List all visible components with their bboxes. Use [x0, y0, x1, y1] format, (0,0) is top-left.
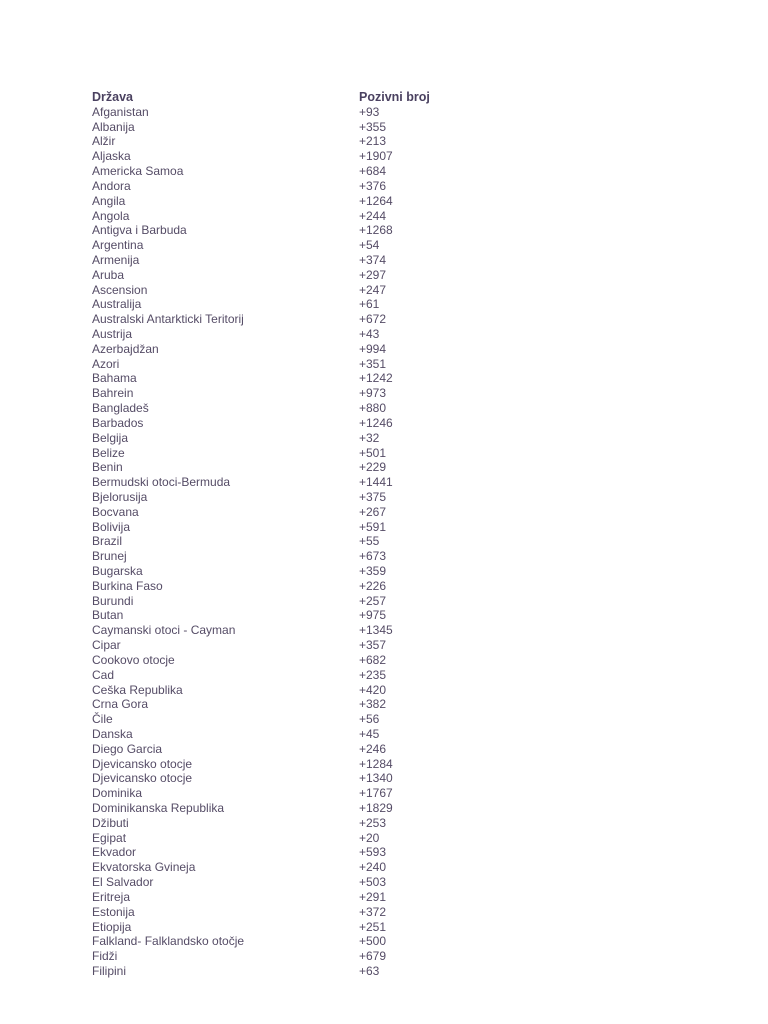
- dial-code-cell: +43: [359, 327, 380, 341]
- table-row: [92, 283, 452, 298]
- table-row: [92, 964, 452, 979]
- dial-code-cell: +297: [359, 267, 387, 282]
- dial-code-cell: +500: [359, 934, 387, 949]
- dial-code-cell: +374: [359, 252, 387, 267]
- country-name-cell: Argentina: [92, 238, 144, 253]
- dial-code-cell: +229: [359, 460, 387, 475]
- country-name-cell: Bocvana: [92, 504, 139, 519]
- dial-code-cell: +591: [359, 519, 387, 534]
- country-name-cell: Barbados: [92, 415, 144, 430]
- dial-code-cell: +32: [359, 430, 380, 445]
- country-name-cell: Afganistan: [92, 104, 149, 119]
- table-row: [92, 920, 452, 935]
- table-row: [92, 327, 452, 342]
- country-name-cell: Aruba: [92, 267, 125, 282]
- dial-code-cell: +1340: [359, 771, 393, 786]
- dial-code-cell: +1345: [359, 623, 393, 638]
- table-row: [92, 297, 452, 312]
- table-row: [92, 934, 452, 949]
- dial-code-cell: +679: [359, 949, 387, 964]
- table-row: [92, 845, 452, 860]
- dial-code-cell: +503: [359, 875, 387, 890]
- table-row: [92, 638, 452, 653]
- table-row: [92, 386, 452, 401]
- dial-code-cell: +213: [359, 134, 387, 149]
- dial-code-cell: +56: [359, 712, 380, 727]
- dial-code-cell: +291: [359, 889, 387, 904]
- country-name-cell: Belize: [92, 445, 125, 460]
- table-row: [92, 105, 452, 120]
- dial-code-cell: +1268: [359, 223, 393, 238]
- dial-code-cell: +880: [359, 401, 387, 416]
- dial-code-cell: +357: [359, 638, 387, 653]
- table-row: [92, 194, 452, 209]
- country-name-cell: Angila: [92, 193, 126, 208]
- country-name-cell: Belgija: [92, 430, 129, 445]
- country-name-cell: Burundi: [92, 593, 134, 608]
- table-row: [92, 223, 452, 238]
- country-name-cell: Americka Samoa: [92, 164, 184, 179]
- dial-code-cell: +54: [359, 238, 380, 253]
- table-row: [92, 357, 452, 372]
- table-row: [92, 831, 452, 846]
- dial-code-cell: +251: [359, 919, 387, 934]
- dial-code-cell: +684: [359, 164, 387, 179]
- table-row: [92, 342, 452, 357]
- country-name-cell: Angola: [92, 208, 130, 223]
- dial-code-cell: +247: [359, 282, 387, 297]
- table-row: [92, 608, 452, 623]
- table-header-row: [92, 90, 452, 105]
- table-row: [92, 505, 452, 520]
- country-name-cell: Djevicansko otocje: [92, 756, 193, 771]
- table-row: [92, 742, 452, 757]
- country-name-cell: Bahama: [92, 371, 137, 386]
- country-name-cell: Armenija: [92, 252, 140, 267]
- table-row: [92, 890, 452, 905]
- table-row: [92, 653, 452, 668]
- country-name-cell: Butan: [92, 608, 124, 623]
- country-name-cell: Fidži: [92, 949, 118, 964]
- country-name-cell: Alžir: [92, 134, 116, 149]
- table-row: [92, 534, 452, 549]
- dial-code-cell: +994: [359, 341, 387, 356]
- country-name-cell: Eritreja: [92, 889, 131, 904]
- country-name-cell: Ascension: [92, 282, 148, 297]
- country-name-cell: Brazil: [92, 534, 123, 549]
- country-codes-table: [92, 90, 452, 979]
- dial-code-cell: +501: [359, 445, 387, 460]
- dial-code-cell: +973: [359, 386, 387, 401]
- dial-code-cell: +267: [359, 504, 387, 519]
- table-row: [92, 475, 452, 490]
- table-row: [92, 757, 452, 772]
- dial-code-cell: +1284: [359, 756, 393, 771]
- country-name-cell: Albanija: [92, 119, 135, 134]
- table-row: [92, 253, 452, 268]
- dial-code-cell: +975: [359, 608, 387, 623]
- country-name-cell: Australija: [92, 297, 142, 312]
- table-row: [92, 949, 452, 964]
- dial-code-cell: +593: [359, 845, 387, 860]
- table-row: [92, 416, 452, 431]
- country-name-cell: Egipat: [92, 830, 127, 845]
- dial-code-cell: +355: [359, 119, 387, 134]
- table-row: [92, 860, 452, 875]
- table-row: [92, 268, 452, 283]
- table-row: [92, 164, 452, 179]
- country-name-cell: Ekvador: [92, 845, 137, 860]
- country-name-cell: Filipini: [92, 963, 127, 978]
- dial-code-cell: +1829: [359, 801, 393, 815]
- dial-code-cell: +55: [359, 534, 380, 549]
- country-name-cell: Džibuti: [92, 815, 129, 830]
- table-row: [92, 401, 452, 416]
- country-name-cell: Falkland- Falklandsko otočje: [92, 934, 245, 949]
- dial-code-cell: +673: [359, 549, 387, 564]
- table-row: [92, 801, 452, 816]
- country-name-cell: Cookovo otocje: [92, 652, 175, 667]
- table-row: [92, 727, 452, 742]
- table-row: [92, 520, 452, 535]
- table-row: [92, 490, 452, 505]
- dial-code-cell: +240: [359, 860, 387, 875]
- column-header-dial-code: Pozivni broj: [359, 90, 430, 104]
- country-name-cell: Crna Gora: [92, 697, 149, 712]
- table-row: [92, 875, 452, 890]
- country-name-cell: Andora: [92, 178, 131, 193]
- table-row: [92, 712, 452, 727]
- dial-code-cell: +1441: [359, 475, 393, 490]
- country-name-cell: Bjelorusija: [92, 489, 148, 504]
- dial-code-cell: +682: [359, 652, 387, 667]
- dial-code-cell: +351: [359, 356, 387, 371]
- country-name-cell: Dominikanska Republika: [92, 801, 225, 815]
- country-name-cell: Cad: [92, 667, 115, 682]
- country-name-cell: Austrija: [92, 327, 133, 341]
- dial-code-cell: +246: [359, 741, 387, 756]
- table-row: [92, 905, 452, 920]
- table-row: [92, 549, 452, 564]
- table-row: [92, 209, 452, 224]
- country-name-cell: Ceška Republika: [92, 682, 183, 697]
- dial-code-cell: +672: [359, 312, 387, 327]
- dial-code-cell: +61: [359, 297, 380, 312]
- country-name-cell: Antigva i Barbuda: [92, 223, 187, 238]
- dial-code-cell: +382: [359, 697, 387, 712]
- dial-code-cell: +420: [359, 682, 387, 697]
- dial-code-cell: +63: [359, 963, 380, 978]
- country-name-cell: Azori: [92, 356, 120, 371]
- country-name-cell: Ekvatorska Gvineja: [92, 860, 196, 875]
- table-body: [92, 105, 452, 979]
- table-row: [92, 623, 452, 638]
- table-row: [92, 460, 452, 475]
- country-name-cell: Danska: [92, 726, 133, 741]
- country-name-cell: Diego Garcia: [92, 741, 163, 756]
- dial-code-cell: +372: [359, 904, 387, 919]
- table-row: [92, 668, 452, 683]
- table-row: [92, 816, 452, 831]
- country-name-cell: Djevicansko otocje: [92, 771, 193, 786]
- country-name-cell: Aljaska: [92, 149, 131, 164]
- column-header-country: Država: [92, 90, 133, 104]
- table-row: [92, 371, 452, 386]
- dial-code-cell: +45: [359, 726, 380, 741]
- dial-code-cell: +376: [359, 178, 387, 193]
- table-row: [92, 446, 452, 461]
- country-name-cell: Burkina Faso: [92, 578, 163, 593]
- country-name-cell: Bugarska: [92, 564, 143, 578]
- country-name-cell: Australski Antarkticki Teritorij: [92, 312, 244, 327]
- dial-code-cell: +244: [359, 208, 387, 223]
- country-name-cell: Čile: [92, 712, 113, 727]
- table-row: [92, 179, 452, 194]
- country-name-cell: Benin: [92, 460, 123, 475]
- country-name-cell: Estonija: [92, 904, 135, 919]
- dial-code-cell: +359: [359, 564, 387, 578]
- table-row: [92, 594, 452, 609]
- country-name-cell: Brunej: [92, 549, 127, 564]
- table-row: [92, 564, 452, 579]
- dial-code-cell: +93: [359, 104, 380, 119]
- table-row: [92, 238, 452, 253]
- dial-code-cell: +226: [359, 578, 387, 593]
- country-name-cell: Cipar: [92, 638, 121, 653]
- country-name-cell: El Salvador: [92, 875, 154, 890]
- table-row: [92, 786, 452, 801]
- table-row: [92, 134, 452, 149]
- table-row: [92, 120, 452, 135]
- dial-code-cell: +1264: [359, 193, 393, 208]
- country-name-cell: Etiopija: [92, 919, 132, 934]
- table-row: [92, 149, 452, 164]
- dial-code-cell: +1242: [359, 371, 393, 386]
- table-row: [92, 431, 452, 446]
- country-name-cell: Bahrein: [92, 386, 134, 401]
- dial-code-cell: +253: [359, 815, 387, 830]
- dial-code-cell: +1246: [359, 415, 393, 430]
- table-row: [92, 697, 452, 712]
- country-name-cell: Dominika: [92, 786, 143, 801]
- country-name-cell: Caymanski otoci - Cayman: [92, 623, 236, 638]
- dial-code-cell: +20: [359, 830, 380, 845]
- dial-code-cell: +235: [359, 667, 387, 682]
- country-name-cell: Bermudski otoci-Bermuda: [92, 475, 231, 490]
- country-name-cell: Bolivija: [92, 519, 131, 534]
- table-row: [92, 771, 452, 786]
- dial-code-cell: +257: [359, 593, 387, 608]
- dial-code-cell: +375: [359, 489, 387, 504]
- country-name-cell: Bangladeš: [92, 401, 149, 416]
- table-row: [92, 312, 452, 327]
- table-row: [92, 579, 452, 594]
- dial-code-cell: +1767: [359, 786, 393, 801]
- table-row: [92, 683, 452, 698]
- country-name-cell: Azerbajdžan: [92, 341, 159, 356]
- dial-code-cell: +1907: [359, 149, 393, 164]
